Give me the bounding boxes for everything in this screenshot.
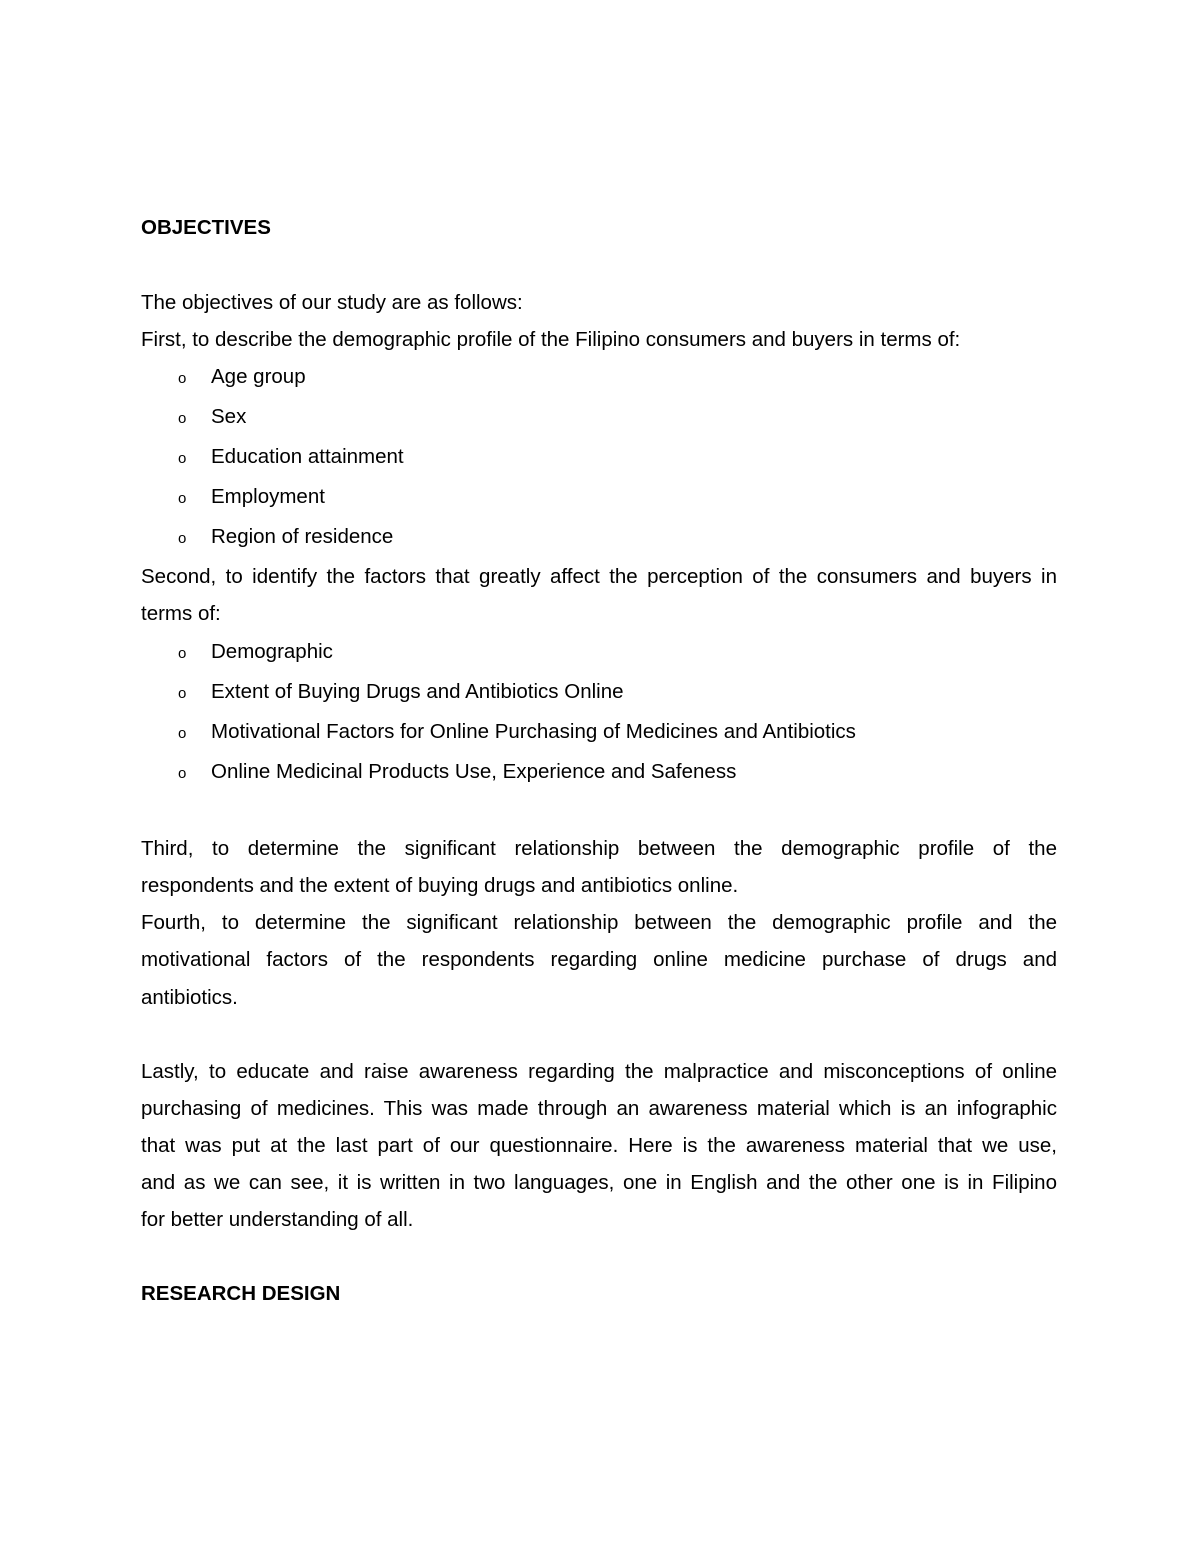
document-page	[141, 0, 1057, 1553]
last-objective-line: Lastly, to educate and raise awareness regarding the malpractice and misconceptions of online	[141, 1060, 1057, 1083]
bullet-icon: o	[178, 725, 187, 742]
last-objective-line: that was put at the last part of our questionnaire. Here is the awareness material that we use,	[141, 1134, 1057, 1157]
last-objective-line: purchasing of medicines. This was made through an awareness material which is an infographic	[141, 1097, 1057, 1120]
third-objective-line: respondents and the extent of buying drugs and antibiotics online.	[141, 874, 739, 897]
list-item-text: Education attainment	[211, 445, 404, 468]
bullet-icon: o	[178, 370, 187, 387]
last-objective-line: and as we can see, it is written in two languages, one in English and the other one is in Filipino	[141, 1171, 1057, 1194]
fourth-objective-line: antibiotics.	[141, 986, 238, 1009]
second-objective-line: terms of:	[141, 602, 221, 625]
fourth-objective-line: motivational factors of the respondents regarding online medicine purchase of drugs and	[141, 948, 1057, 971]
list-item-text: Demographic	[211, 640, 333, 663]
objectives-intro: The objectives of our study are as follows:	[141, 291, 523, 314]
bullet-icon: o	[178, 645, 187, 662]
list-item-text: Region of residence	[211, 525, 394, 548]
second-objective-line: Second, to identify the factors that greatly affect the perception of the consumers and buyers in	[141, 565, 1057, 588]
objectives-heading: OBJECTIVES	[141, 216, 271, 239]
third-objective-line: Third, to determine the significant relationship between the demographic profile of the	[141, 837, 1057, 860]
last-objective-line: for better understanding of all.	[141, 1208, 414, 1231]
first-objective: First, to describe the demographic profile of the Filipino consumers and buyers in terms of:	[141, 328, 961, 351]
bullet-icon: o	[178, 450, 187, 467]
bullet-icon: o	[178, 490, 187, 507]
bullet-icon: o	[178, 410, 187, 427]
fourth-objective-line: Fourth, to determine the significant relationship between the demographic profile and the	[141, 911, 1057, 934]
list-item-text: Online Medicinal Products Use, Experience and Safeness	[211, 760, 737, 783]
list-item-text: Extent of Buying Drugs and Antibiotics Online	[211, 680, 624, 703]
bullet-icon: o	[178, 530, 187, 547]
list-item-text: Employment	[211, 485, 325, 508]
bullet-icon: o	[178, 685, 187, 702]
list-item-text: Age group	[211, 365, 306, 388]
list-item-text: Motivational Factors for Online Purchasing of Medicines and Antibiotics	[211, 720, 856, 743]
list-item-text: Sex	[211, 405, 247, 428]
research-design-heading: RESEARCH DESIGN	[141, 1282, 341, 1305]
bullet-icon: o	[178, 765, 187, 782]
